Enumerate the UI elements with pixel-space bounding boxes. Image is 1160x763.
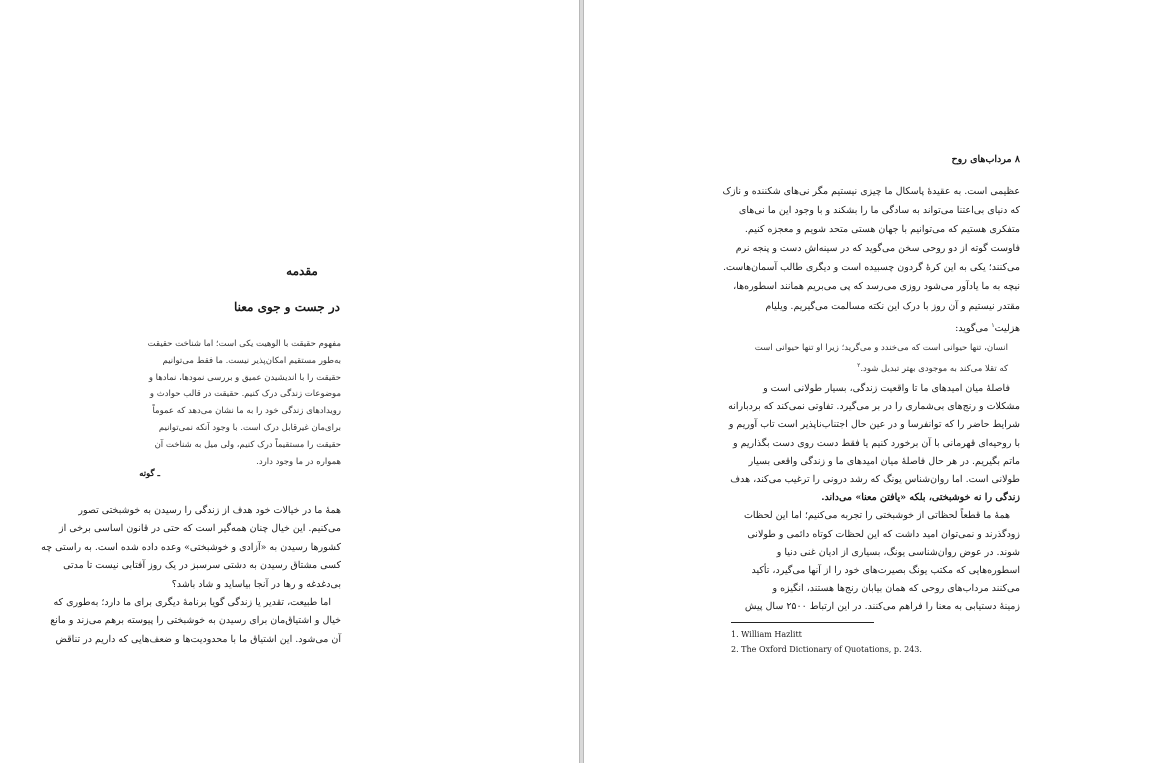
hazlitt-tail: می‌گوید: bbox=[955, 322, 992, 334]
epigraph-line: مفهوم حقیقت با الوهیت یکی است؛ اما شناخت حقیقت bbox=[147, 339, 341, 349]
epigraph-line: برای‌مان غیرقابل درک است. با وجود آنکه نمی‌توانیم bbox=[158, 422, 341, 433]
footnote-marker: ۲ bbox=[857, 362, 861, 369]
paragraph-line: کسی مشتاق رسیدن به دشتی سرسبز در یک روز آفتابی نیست تا مدتی bbox=[63, 560, 341, 572]
footnote: 1. William Hazlitt bbox=[731, 630, 802, 639]
paragraph-line: می‌کنیم. این خیال چنان همه‌گیر است که حتی در قانون اساسی برخی از bbox=[59, 523, 341, 535]
epigraph-line: حقیقت را با اندیشیدن عمیق و بررسی نمودها، نمادها و bbox=[148, 372, 341, 383]
paragraph-line: زمینهٔ دستیابی به معنا را فراهم می‌کنند. در این ارتباط ۲۵۰۰ سال پیش bbox=[744, 601, 1020, 613]
chapter-title: مقدمه bbox=[286, 264, 318, 278]
epigraph-line: حقیقت را مستقیماً درک کنیم، ولی میل به شناخت آن bbox=[154, 439, 341, 450]
paragraph-line: همهٔ ما در خیالات خود هدف از زندگی را رسیدن به خوشبختی تصور bbox=[78, 505, 341, 516]
block-quote bbox=[746, 340, 1008, 378]
paragraph-line: عظیمی است. به عقیدهٔ پاسکال ما چیزی نیستیم مگر نی‌های شکننده و نازک bbox=[722, 186, 1020, 197]
left-page bbox=[0, 0, 579, 763]
paragraph-line: فاصلهٔ میان امیدهای ما تا واقعیت زندگی، بسیار طولانی است و bbox=[763, 383, 1010, 394]
footnote-divider bbox=[731, 622, 874, 623]
paragraph-line: می‌کنند؛ یکی به این کرهٔ گردون چسبیده است و دیگری طالب آسمان‌هاست. bbox=[722, 262, 1020, 274]
paragraph-line: شرایط حاضر را که توانفرسا و در عین حال اجتناب‌ناپذیر است تاب آوریم و bbox=[728, 419, 1020, 431]
hazlitt-name: هزلیت bbox=[994, 322, 1020, 334]
paragraph-line: اسطوره‌هایی که مکتب یونگ بصیرت‌های خود را از آنها می‌گیرد، تأکید bbox=[751, 565, 1020, 577]
paragraph-line: بی‌دغدغه و رها در آنجا بیاساید و شاد باشد؟ bbox=[171, 578, 341, 590]
paragraph-line: کشورها رسیدن به «آزادی و خوشبختی» وعده داده شده است. به راستی چه bbox=[41, 541, 341, 553]
paragraph-line: مشکلات و رنج‌های بی‌شماری را در بر می‌گیرد. تفاوتی نمی‌کند که بردبارانه bbox=[728, 401, 1020, 413]
paragraph-line: همهٔ ما قطعاً لحظاتی از خوشبختی را تجربه می‌کنیم؛ اما این لحظات bbox=[743, 510, 1010, 522]
bold-paragraph-line: زندگی را نه خوشبختی، بلکه «یافتن معنا» می‌داند. bbox=[821, 492, 1020, 504]
paragraph-line: مقتدر نیستیم و آن روز با درک این نکته مسالمت می‌گیریم. ویلیام bbox=[765, 300, 1020, 312]
epigraph-line: رویدادهای زندگی خود را به ما نشان می‌دهد که عموماً bbox=[152, 406, 341, 417]
footnote-marker: ۱ bbox=[991, 321, 995, 329]
epigraph-line: همواره در ما وجود دارد. bbox=[256, 456, 341, 467]
chapter-subtitle: در جست و جوی معنا bbox=[233, 300, 340, 314]
paragraph-line: که دنیای بی‌اعتنا می‌تواند به سادگی ما را بشکند و با وجود این ما نی‌های bbox=[738, 205, 1020, 217]
right-body-text-2 bbox=[730, 380, 1020, 617]
epigraph-line: موضوعات زندگی درک کنیم. حقیقت در قالب حوادث و bbox=[149, 389, 341, 400]
running-head: ۸ مرداب‌های روح bbox=[951, 154, 1020, 165]
paragraph-line: نیچه به ما یادآور می‌شود روزی می‌رسد که پی می‌بریم همانند اسطوره‌ها، bbox=[733, 281, 1020, 293]
paragraph-line: فاوست گوته از دو روحی سخن می‌گوید که در سینه‌اش دست و پنجه نرم bbox=[735, 243, 1020, 255]
paragraph-line bbox=[730, 316, 1020, 338]
paragraph-line: شوند. در عوض روان‌شناسی یونگ، بسیاری از ادیان غنی دنیا و bbox=[776, 546, 1020, 558]
paragraph-line: اما طبیعت، تقدیر یا زندگی گویا برنامهٔ دیگری برای ما دارد؛ به‌طوری که bbox=[53, 597, 331, 609]
paragraph-line: با روحیه‌ای قهرمانی با آن برخورد کنیم یا فقط دست روی دست بگذاریم و bbox=[732, 437, 1020, 449]
quote-text: که تقلا می‌کند به موجودی بهتر تبدیل شود. bbox=[860, 363, 1008, 374]
left-body-text bbox=[41, 502, 341, 649]
epigraph bbox=[147, 336, 341, 470]
paragraph-line: زودگذرند و نمی‌توان امید داشت که این لحظات کوتاه دائمی و طولانی bbox=[747, 528, 1020, 540]
paragraph-line: ماتم بگیریم. در هر حال فاصلهٔ میان امیدهای ما و زندگی واقعی بسیار bbox=[748, 455, 1020, 467]
footnotes bbox=[731, 627, 1021, 657]
paragraph-line: متفکری هستیم که می‌توانیم با جهان هستی متحد شویم و معجزه کنیم. bbox=[744, 224, 1020, 236]
paragraph-line: آن می‌شود. این اشتیاق ما با محدودیت‌ها و ضعف‌هایی که داریم در تناقض bbox=[55, 633, 341, 645]
paragraph-line: می‌کنند مرداب‌های روحی که همان بیابان رنج‌ها هستند، انگیزه و bbox=[772, 583, 1020, 595]
right-body-text bbox=[722, 182, 1020, 338]
footnote: 2. The Oxford Dictionary of Quotations, p. 243. bbox=[731, 645, 922, 654]
quote-line: انسان، تنها حیوانی است که می‌خندد و می‌گرید؛ زیرا او تنها حیوانی است bbox=[754, 343, 1008, 353]
paragraph-line: خیال و اشتیاق‌مان برای رسیدن به خوشبختی را پیوسته برهم می‌زند و مانع bbox=[50, 615, 341, 627]
epigraph-line: به‌طور مستقیم امکان‌پذیر نیست. ما فقط می‌توانیم bbox=[162, 355, 341, 366]
epigraph-author: ـ گوته bbox=[139, 469, 160, 479]
paragraph-line: طولانی است. اما روان‌شناس یونگ که رشد درونی را ترغیب می‌کند، هدف bbox=[730, 474, 1020, 486]
quote-line bbox=[746, 357, 1008, 378]
